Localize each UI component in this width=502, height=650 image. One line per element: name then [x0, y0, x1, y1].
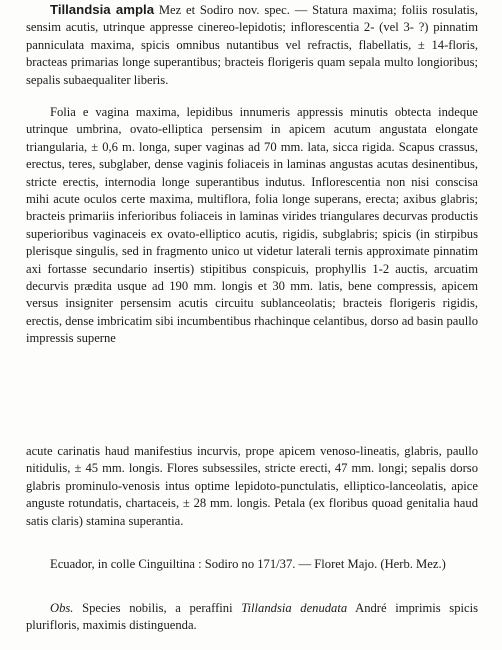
cut-off-next-line [22, 641, 482, 647]
paragraph-description [26, 104, 478, 348]
obs-text-after: André imprimis spicis plurifloris, maximis distinguenda. [26, 601, 478, 633]
diagnosis-text: Mez et Sodiro nov. spec. — Statura maxima; foliis rosulatis, sensim acutis, utrinque appresse cinereo-lepidotis; inflorescentia 2- (vel 3- ?) pinnatim panniculata maxima, spicis omnibus nutantibus vel refractis, flabellatis, ± 14-floris, bracteas primarias longe superantibus; bracteis florigeris quam sepala multo longioribus; sepalis subaequaliter liberis. [26, 3, 478, 87]
obs-label: Obs. [50, 601, 74, 615]
obs-text-before: Species nobilis, a peraffini [82, 601, 233, 615]
paragraph-description-continued [26, 443, 478, 530]
species-name: Tillandsia ampla [50, 2, 155, 17]
description-continued-text: acute carinatis haud manifestius incurvis, prope apicem venoso-lineatis, glabris, paullo nitidulis, ± 45 mm. longis. Flores subsessiles, stricte erecti, 47 mm. longi; sepalis dorso glabris prominulo-venosis intus optime lepidoto-punctulatis, elliptico-lanceolatis, apice anguste rotundatis, chartaceis, ± 28 mm. longis. Petala (ex floribus quoad genitalia haud satis claris) stamina superantia. [26, 444, 478, 528]
obs-species-name: Tillandsia denudata [241, 601, 348, 615]
description-text: Folia e vagina maxima, lepidibus innumeris appressis minutis obtecta indeque utrinque umbrina, ovato-elliptica persensim in apicem acutum angustata elongate triangularia, ± 0,6 m. longa, super vaginas ad 70 mm. lata, sicca rigida. Scapus crassus, erectus, teres, subglaber, dense vaginis foliaceis in laminas angustas acutas desinentibus, stricte erectis, internodia longe superantibus indutus. Inflorescentia non nisi conscisa mihi acute oculos certe maxima, multiflora, folia longe superans, erecta; axibus glabris; bracteis primariis inferioribus foliaceis in laminas virides triangulares decurvas productis superioribus vaginaceis ex ovato-elliptico acutis, rigidis, subglabris; spicis (in stirpibus plerisque singulis, sed in fragmento unico ut videtur laterali ternis approximate pinnatim axi fortasse secundario insertis) stipitibus conspicuis, prophyllis 1-2 auctis, arcuatim decurvis prædita usque ad 190 mm. longis et 30 mm. latis, bene compressis, apicem versus insigniter persensim acutis circuitu sublanceolatis; bracteis florigeris rigidis, erectis, dense imbricatim sibi incumbentibus rhachinque celantibus, dorso ad basin paullo impressis superne [26, 105, 478, 346]
paragraph-diagnosis [26, 1, 478, 89]
locality-text: Ecuador, in colle Cinguiltina : Sodiro no 171/37. — Floret Majo. (Herb. Mez.) [50, 557, 446, 571]
paragraph-observation [26, 600, 478, 635]
paragraph-locality [26, 556, 478, 573]
